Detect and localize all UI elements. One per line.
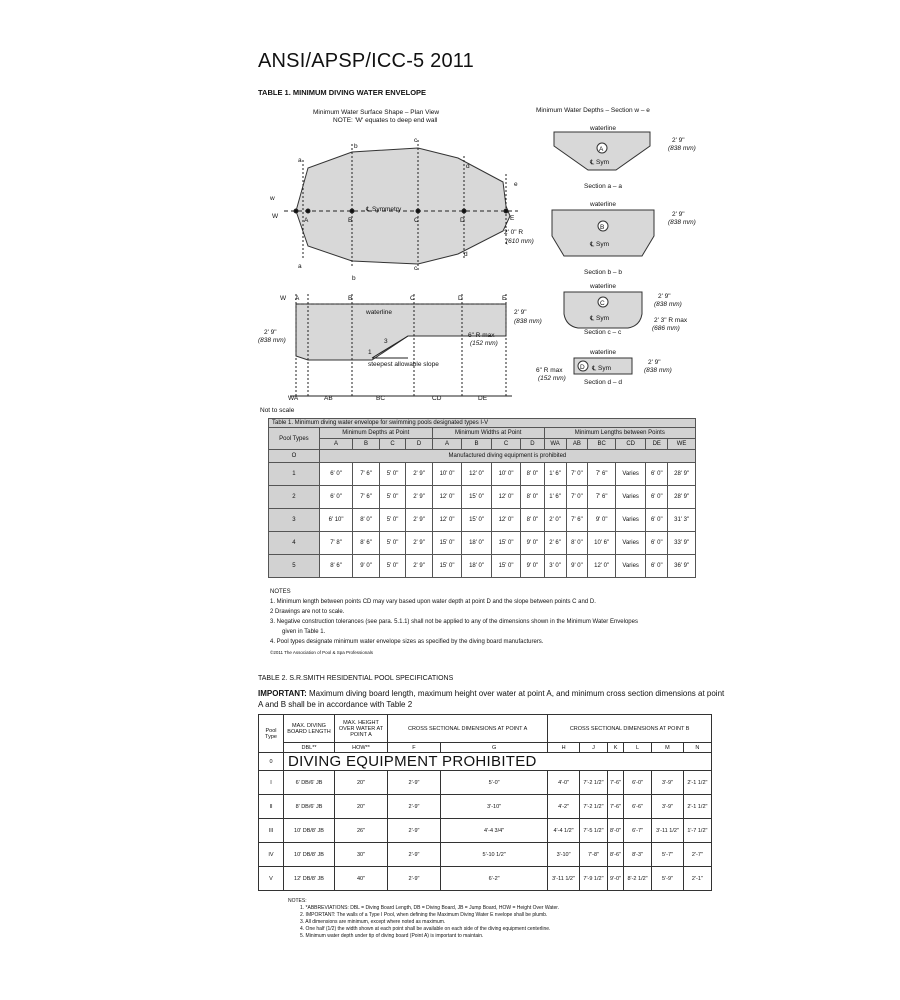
table2-cell: 1'-7 1/2" [683,819,711,843]
table1-pool-type: 2 [269,486,320,509]
sec-b-waterline: waterline [590,201,617,208]
plan-lower-c2: c [414,265,418,272]
table1-cell: 1' 6" [544,486,566,509]
slope-denominator: 1 [368,349,372,356]
table1-group-widths: Minimum Widths at Point [432,428,544,439]
table1-sub: BC [588,439,616,450]
table1-col-pool: Pool Types [269,428,320,450]
table1-cell: 6' 0" [646,532,668,555]
table2-row [259,771,712,795]
table2-sub: K [608,743,624,753]
sec-d-radius-mm: (152 mm) [538,375,566,382]
profile-label-w: W [280,295,287,302]
table2-cell: 8'-6" [608,843,624,867]
sec-d-radius: 6" R max [536,367,563,374]
table2-sub: M [652,743,684,753]
table1-sub: A [319,439,352,450]
sec-b-caption: Section b – b [584,269,622,276]
table1-cell: 10' 0" [432,463,462,486]
copyright: ©2011 The Association of Pool & Spa Professionals [270,650,373,655]
table1 [268,418,696,578]
table1-cell: 6' 10" [319,509,352,532]
table1-sub: D [406,439,433,450]
table2-cell: 4'-4 1/2" [548,819,580,843]
table1-group-lengths: Minimum Lengths between Points [544,428,695,439]
table1-cell: 5' 0" [379,486,406,509]
table1-pool-type: 4 [269,532,320,555]
table2-cell: 20" [335,795,388,819]
table2-cell: 6'-2" [440,867,547,891]
table1-cell: 33' 9" [668,532,696,555]
sec-d-letter: D [580,364,585,371]
table1-cell: 5' 0" [379,463,406,486]
table1-cell: 28' 9" [668,486,696,509]
notes1-title: NOTES [270,589,291,595]
table2-cell: 8'-2 1/2" [623,867,651,891]
table1-cell: 8' 0" [521,463,544,486]
table1-cell: 6' 0" [646,555,668,578]
table2-cell: 2'-1 1/2" [683,795,711,819]
sec-d-waterline: waterline [590,349,617,356]
table1-cell: 6' 0" [319,463,352,486]
table2-cell: 30" [335,843,388,867]
table1-row [269,509,696,532]
sec-b-depth-mm: (838 mm) [668,219,696,226]
plan-lower-d: d [466,163,470,170]
table2-cell: 8'-3" [623,843,651,867]
table1-cell: 12' 0" [462,463,492,486]
segment-wa: WA [288,395,299,402]
sec-c-radius-mm: (686 mm) [652,325,680,332]
table1-cell: 5' 0" [379,509,406,532]
table2-cell: 2'-9" [388,795,441,819]
sec-a-letter: A [599,146,604,153]
plan-label-e: E [510,215,515,222]
table1-sub: CD [615,439,645,450]
table1-cell: 28' 9" [668,463,696,486]
table2-cell: 7'-8" [579,843,607,867]
table1-cell: 2' 9" [406,463,433,486]
table1-cell: 8' 6" [319,555,352,578]
profile-waterline: waterline [366,309,393,316]
plan-lower-d2: d [464,251,468,258]
table1-cell: 2' 6" [544,532,566,555]
table1-row [269,486,696,509]
table2-cell: 6'-0" [623,771,651,795]
important-label: IMPORTANT: [258,689,307,698]
table1-cell: 2' 9" [406,555,433,578]
table2-row [259,867,712,891]
table1-cell: 8' 0" [353,509,380,532]
profile-depth-left-mm: (838 mm) [258,337,286,344]
table1-cell: 6' 0" [319,486,352,509]
table1-sub: WE [668,439,696,450]
document-title: ANSI/APSP/ICC-5 2011 [258,50,474,72]
plan-view-title: Minimum Water Surface Shape – Plan View [313,109,440,116]
profile-label-a: A [295,295,300,302]
table2-sub: F [388,743,441,753]
sec-c-letter: C [600,300,605,307]
table1-cell: 2' 9" [406,486,433,509]
table2-cell: 6'-7" [623,819,651,843]
table1-cell: 7' 6" [588,486,616,509]
table2-cell: 2'-9" [388,843,441,867]
table2-cell: 2'-9" [388,819,441,843]
table1-cell: 7' 0" [566,463,588,486]
radius-2ft: 2' 0" R [504,229,524,236]
table2-cell: 2'-1 1/2" [683,771,711,795]
table1-sub: B [353,439,380,450]
table1-sub: WA [544,439,566,450]
table2-cell: 2'-1" [683,867,711,891]
table2-cell: 2'-9" [388,771,441,795]
notes2-item: 5. Minimum water depth under tip of diving board (Point A) is important to maintain. [300,933,484,939]
notes2-item: 1. *ABBREVIATIONS: DBL = Diving Board Length, DB = Diving Board, JB = Jump Board, HOW = Height Over Water. [300,905,560,911]
notes1-item: 1. Minimum length between points CD may vary based upon water depth at point D and the slope between points C and D. [270,599,596,605]
table2-heading: TABLE 2. S.R.SMITH RESIDENTIAL POOL SPECIFICATIONS [258,675,454,682]
table2-notes [288,898,728,940]
profile-depth-left: 2' 9" [264,329,277,336]
table2-cell: 4'-0" [548,771,580,795]
notes1-item: given in Table 1. [282,629,326,635]
table1-cell: 12' 0" [588,555,616,578]
table2-cell: 26" [335,819,388,843]
notes1-item: 2 Drawings are not to scale. [270,609,345,615]
profile-label-d: D [458,295,463,302]
not-to-scale: Not to scale [260,407,295,414]
sec-b-sym: ℄ Sym [590,241,609,248]
table1-cell: 2' 0" [544,509,566,532]
table2-cell: 3'-10" [548,843,580,867]
plan-lower-c: c [414,137,418,144]
segment-ab: AB [324,395,333,402]
table2-cell: 3'-10" [440,795,547,819]
table1-cell: 7' 8" [319,532,352,555]
table1-pool-type: 5 [269,555,320,578]
table2-pool-type: IV [259,843,284,867]
table1-group-depths: Minimum Depths at Point [319,428,432,439]
table1-cell: 12' 0" [491,486,521,509]
sec-c-depth-mm: (838 mm) [654,301,682,308]
table1-cell: 1' 6" [544,463,566,486]
table2-sub: DBL** [284,743,335,753]
table1-cell: 8' 0" [566,532,588,555]
plan-lower-a: a [298,157,302,164]
table2-row [259,819,712,843]
table1-sub: C [491,439,521,450]
table1-cell: 8' 0" [521,486,544,509]
table1-row [269,532,696,555]
notes2-item: 2. IMPORTANT: The walls of a Type I Pool, when defining the Maximum Diving Water E nvelope shall be plumb. [300,912,548,918]
table1-cell: 18' 0" [462,555,492,578]
table1-cell: 9' 0" [353,555,380,578]
notes2-title: NOTES: [288,898,307,904]
table1-cell: 15' 0" [432,532,462,555]
table1-cell: 5' 0" [379,555,406,578]
table1-cell: 10' 0" [491,463,521,486]
table1-cell: 12' 0" [491,509,521,532]
table2-col-height: MAX. HEIGHT OVER WATER AT POINT A [335,715,388,743]
table1-cell: 12' 0" [432,486,462,509]
table1-cell: 6' 0" [646,486,668,509]
table2-sub: N [683,743,711,753]
notes2-item: 4. One half (1/2) the width shown at each point shall be available on each side of the diving equipment centerline. [300,926,551,932]
table1-cell: 7' 6" [588,463,616,486]
plan-lower-e: e [514,181,518,188]
table2-cell: 5'-7" [652,843,684,867]
table1-cell: 12' 0" [432,509,462,532]
table2-cell: 10' DB/8' JB [284,843,335,867]
sec-c-sym: ℄ Sym [590,315,609,322]
table1-cell: 2' 9" [406,509,433,532]
table2-cell: 4'-2" [548,795,580,819]
profile-label-e: E [502,295,507,302]
slope-label: steepest allowable slope [368,361,439,368]
profile-label-b: B [348,295,353,302]
water-depths-title: Minimum Water Depths – Section w – e [536,107,650,114]
table1-row0-type: O [269,450,320,463]
table1-cell: Varies [615,486,645,509]
table2-pool-type: III [259,819,284,843]
table1-cell: 8' 0" [521,509,544,532]
table2-cell: 3'-9" [652,795,684,819]
sec-b-depth: 2' 9" [672,211,685,218]
table1-cell: 7' 6" [353,486,380,509]
table1-sub: AB [566,439,588,450]
table1-notes [270,587,710,647]
table1-cell: 2' 9" [406,532,433,555]
sec-a-waterline: waterline [590,125,617,132]
table1-pool-type: 3 [269,509,320,532]
notes1-item: 4. Pool types designate minimum water envelope sizes as specified by the diving board manufacturers. [270,639,544,645]
sec-c-radius: 2' 3" R max [654,317,688,324]
table2-cell: 7'-2 1/2" [579,795,607,819]
table2-row [259,843,712,867]
profile-radius: 6" R max [468,332,495,339]
table1-caption: Table 1. Minimum diving water envelope for swimming pools designated types I-V [269,419,696,428]
table2-cell: 5'-10 1/2" [440,843,547,867]
segment-de: DE [478,395,488,402]
table2-cell: 7'-6" [608,795,624,819]
table2-sub: H [548,743,580,753]
table1-cell: 9' 0" [588,509,616,532]
table2-cell: 7'-6" [608,771,624,795]
table1-cell: 9' 0" [521,532,544,555]
plan-label-c: C [414,217,419,224]
notes2-item: 3. All dimensions are minimum, except where noted as maximum. [300,919,446,925]
table1-cell: 15' 0" [432,555,462,578]
table1-cell: 31' 3" [668,509,696,532]
table1-row [269,463,696,486]
sec-b-letter: B [600,224,605,231]
table1-cell: 7' 0" [566,486,588,509]
table2-cell: 3'-11 1/2" [652,819,684,843]
table1-cell: 9' 0" [566,555,588,578]
table2-row0-type: 0 [259,753,284,771]
profile-depth-right-mm: (838 mm) [514,318,542,325]
plan-view-note: NOTE: 'W' equates to deep end wall [333,117,438,124]
sec-d-sym: ℄ Sym [592,365,611,372]
table2-row [259,795,712,819]
table1-row [269,555,696,578]
table1-cell: 15' 0" [462,486,492,509]
table1-cell: 15' 0" [491,532,521,555]
sec-c-caption: Section c – c [584,329,622,336]
table2-sub: HOW** [335,743,388,753]
sec-c-waterline: waterline [590,283,617,290]
table1-cell: 15' 0" [491,555,521,578]
sec-c-depth: 2' 9" [658,293,671,300]
plan-label-w: W [272,213,279,220]
table1-cell: 6' 0" [646,509,668,532]
sec-d-depth: 2' 9" [648,359,661,366]
plan-label-a: A [304,217,309,224]
sec-a-depth-mm: (838 mm) [668,145,696,152]
table2-cell: 20" [335,771,388,795]
table2-cell: 3'-11 1/2" [548,867,580,891]
table2-cell: 2'-9" [388,867,441,891]
table2-cell: 6'-6" [623,795,651,819]
table1-sub: A [432,439,462,450]
important-text: Maximum diving board length, maximum height over water at point A, and minimum cross section dimensions at point A and B shall be in accordance with Table 2 [258,689,725,709]
table2-pool-type: II [259,795,284,819]
table1-cell: 9' 0" [521,555,544,578]
table2-pool-type: V [259,867,284,891]
plan-lower-w: w [270,195,275,202]
table1-cell: 10' 6" [588,532,616,555]
plan-lower-a2: a [298,263,302,270]
table1-cell: 7' 6" [566,509,588,532]
table1-heading: TABLE 1. MINIMUM DIVING WATER ENVELOPE [258,88,427,97]
table1-cell: Varies [615,532,645,555]
table1-cell: 36' 9" [668,555,696,578]
table1-row0-text: Manufactured diving equipment is prohibited [319,450,695,463]
table2-cell: 40" [335,867,388,891]
table2-cell: 5'-0" [440,771,547,795]
plan-label-b: B [348,217,353,224]
plan-lower-b: b [354,143,358,150]
table1-pool-type: 1 [269,463,320,486]
table2-col-board: MAX. DIVING BOARD LENGTH [284,715,335,743]
table1-cell: 6' 0" [646,463,668,486]
table2-cell: 5'-9" [652,867,684,891]
slope-numerator: 3 [384,338,388,345]
table1-sub: D [521,439,544,450]
table2-cell: 12' DB/8' JB [284,867,335,891]
table2-cell: 8' DB/6' JB [284,795,335,819]
table2-cell: 4'-4 3/4" [440,819,547,843]
table2-cell: 2'-7" [683,843,711,867]
notes1-item: 3. Negative construction tolerances (see para. 5.1.1) shall not be applied to any of the dimensions shown in the Minimum Water Envelopes [270,619,638,625]
table2-sub: J [579,743,607,753]
table1-cell: 15' 0" [462,509,492,532]
table2-col-cs-a: CROSS SECTIONAL DIMENSIONS AT POINT A [388,715,548,743]
profile-radius-mm: (152 mm) [470,340,498,347]
table1-cell: Varies [615,463,645,486]
sec-d-depth-mm: (838 mm) [644,367,672,374]
table2 [258,714,712,891]
table1-cell: 18' 0" [462,532,492,555]
table2-cell: 7'-2 1/2" [579,771,607,795]
table2-pool-type: I [259,771,284,795]
sec-d-caption: Section d – d [584,379,622,386]
table2-cell: 7'-9 1/2" [579,867,607,891]
segment-cd: CD [432,395,442,402]
table2-cell: 6' DB/6' JB [284,771,335,795]
table1-sub: C [379,439,406,450]
table2-cell: 8'-0" [608,819,624,843]
sec-a-sym: ℄ Sym [590,159,609,166]
plan-lower-b2: b [352,275,356,282]
segment-bc: BC [376,395,386,402]
table2-cell: 9'-0" [608,867,624,891]
table1-cell: 5' 0" [379,532,406,555]
profile-depth-right: 2' 9" [514,309,527,316]
table1-cell: 8' 6" [353,532,380,555]
sec-a-caption: Section a – a [584,183,622,190]
diving-envelope-diagram [248,96,708,416]
symmetry-label: ℄ Symmetry [366,206,402,213]
table2-row0-text: DIVING EQUIPMENT PROHIBITED [284,753,712,771]
sec-a-depth: 2' 9" [672,137,685,144]
section-b [552,210,654,256]
table2-col-pool: Pool Type [259,715,284,753]
table1-cell: 7' 6" [353,463,380,486]
radius-2ft-mm: (610 mm) [506,238,534,245]
table2-cell: 10' DB/8' JB [284,819,335,843]
table2-sub: L [623,743,651,753]
profile-label-c: C [410,295,415,302]
table1-cell: 3' 0" [544,555,566,578]
plan-label-d: D [460,217,465,224]
table1-cell: Varies [615,555,645,578]
table2-cell: 7'-5 1/2" [579,819,607,843]
table1-sub: B [462,439,492,450]
important-note [258,688,728,710]
section-c [564,292,642,328]
table2-col-cs-b: CROSS SECTIONAL DIMENSIONS AT POINT B [548,715,712,743]
table2-sub: G [440,743,547,753]
table2-cell: 3'-9" [652,771,684,795]
table1-cell: Varies [615,509,645,532]
table1-sub: DE [646,439,668,450]
